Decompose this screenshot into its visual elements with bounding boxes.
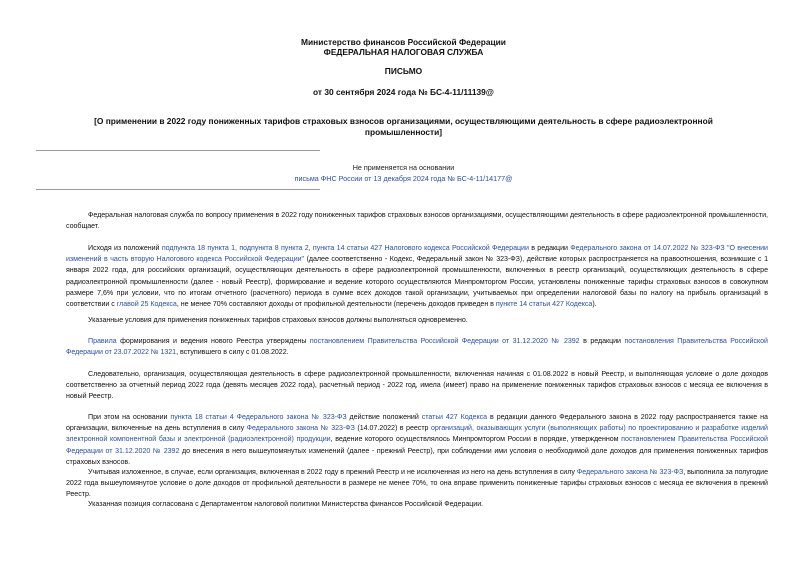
document-date-number: от 30 сентября 2024 года № БС-4-11/11139@ [313,87,494,97]
service-name: ФЕДЕРАЛЬНАЯ НАЛОГОВАЯ СЛУЖБА [323,47,484,57]
paragraph-1: Федеральная налоговая служба по вопросу применения в 2022 году пониженных тарифов страховых взносов организациями, осуществляющими деятельность в сфере радиоэлектронной промышленности, сообщает. [66,211,768,231]
separator-top [36,150,320,151]
link-article-427-p14[interactable]: пункте 14 статьи 427 Кодекса [495,300,593,309]
ministry-name: Министерство финансов Российской Федерации [301,37,506,47]
link-decree-2392[interactable]: постановлением Правительства Российской Федерации от 31.12.2020 № 2392 [309,337,580,345]
link-rules[interactable]: Правила [88,337,117,345]
link-federal-law-323-b[interactable]: Федерального закона № 323-ФЗ [246,424,355,433]
link-decree-1321[interactable]: постановления Правительства Российской Федерации от 23.07.2022 № 1321 [66,337,768,357]
paragraph-8: Указанная позиция согласована с Департаментом налоговой политики Министерства финансов Российской Федерации. [88,500,484,508]
link-registry-organizations[interactable]: организаций, оказывающих услуги (выполняющих работы) по проектированию и разработке изделий электронной компонентной базы и электронной (радиоэлектронной) продукции [66,424,768,444]
link-article-427[interactable]: статьи 427 Кодекса [421,413,488,421]
document-type: ПИСЬМО [384,66,423,76]
link-nk-articles[interactable]: подпункта 18 пункта 1, подпункта 8 пункта 2, пункта 14 статьи 427 Налогового кодекса Российской Федерации [161,244,529,252]
paragraph-6: При этом на основании пункта 18 статьи 4 Федерального закона № 323-ФЗ действие положений статьи 427 Кодекса в редакции данного Федерального закона в 2022 году распространяется также на организации, включенные на день вступления в силу Федерального закона № 323-ФЗ (14.07.2022) в реестр организаций, оказывающих услуги (выполняющих работы) по проектированию и разработке изделий электронной компонентной базы и электронной (радиоэлектронной) продукции, ведение которого осуществлялось Минпромторгом России в порядке, утвержденном постановлением Правительства Российской Федерации от 31.12.2020 № 2392 до внесения в него вышеупомянутых изменений (далее - прежний Реестр), при соблюдении ими условия о необходимой доле доходов для применения пониженных тарифов страховых взносов. [66,413,768,466]
status-note-text: Не применяется на основании [352,163,455,172]
separator-bottom [36,189,320,190]
link-federal-law-323-c[interactable]: Федерального закона № 323-ФЗ [576,468,684,476]
paragraph-5: Следовательно, организация, осуществляющая деятельность в сфере радиоэлектронной промышленности, включенная начиная с 01.08.2022 в новый Реестр, и выполняющая условие о доле доходов соответственно за отчетный период 2022 года (девять месяцев 2022 года), расчетный период - 2022 год, имела (имеет) право на применение пониженных тарифов страховых взносов с месяца ее включения в новый Реестр. [66,370,768,401]
link-chapter-25[interactable]: главой 25 Кодекса [116,300,177,309]
paragraph-4: Правила формирования и ведения нового Реестра утверждены постановлением Правительства Российской Федерации от 31.12.2020 № 2392 в редакции постановления Правительства Российской Федерации от 23.07.2022 № 1321, вступившего в силу с 01.08.2022. [66,337,768,357]
paragraph-7: Учитывая изложенное, в случае, если организация, включенная в 2022 году в прежний Реестр и не исключенная из него на день вступления в силу Федерального закона № 323-ФЗ, выполнила за полугодие 2022 года вышеупомянутое условие о доле доходов от профильной деятельности в размере не менее 70%, то она вправе применить пониженные тарифы страховых взносов с месяца ее включения в прежний Реестр. [66,468,769,499]
status-note-link-line [0,174,807,184]
document-title-line-2: промышленности] [364,127,443,137]
link-law-323-article-4[interactable]: пункта 18 статьи 4 Федерального закона № 323-ФЗ [170,413,347,421]
link-federal-law-323[interactable]: Федерального закона от 14.07.2022 № 323-ФЗ "О внесении изменений в часть вторую Налогового кодекса Российской Федерации" [66,244,768,264]
paragraph-3: Указанные условия для применения пониженных тарифов страховых взносов должны выполняться одновременно. [88,316,468,324]
paragraph-2: Исходя из положений подпункта 18 пункта 1, подпункта 8 пункта 2, пункта 14 статьи 427 Налогового кодекса Российской Федерации в редакции Федерального закона от 14.07.2022 № 323-ФЗ "О внесении изменений в часть вторую Налогового кодекса Российской Федерации" (далее соответственно - Кодекс, Федеральный закон № 323-ФЗ), действие которых распространяется на правоотношения, возникшие с 1 января 2022 года, для российских организаций, осуществляющих деятельность в сфере радиоэлектронной промышленности, включенных в реестр организаций, осуществляющих деятельность в сфере радиоэлектронной промышленности (далее - новый Реестр), формирование и ведение которого осуществляются Минпромторгом России, установлены пониженные тарифы страховых взносов в совокупном размере 7,6% при условии, что по итогам отчетного (расчетного) периода в сумме всех доходов такой организации, учитываемых при определении налоговой базы по налогу на прибыль организаций в соответствии с главой 25 Кодекса, не менее 70% составляют доходы от профильной деятельности (перечень доходов приведен в пункте 14 статьи 427 Кодекса). [66,244,768,309]
status-note-link[interactable]: письма ФНС России от 13 декабря 2024 года № БС-4-11/14177@ [294,174,513,183]
link-decree-2392-b[interactable]: постановлением Правительства Российской Федерации от 31.12.2020 № 2392 [66,435,768,455]
document-title-line-1: [О применении в 2022 году пониженных тарифов страховых взносов организациями, осуществляющими деятельность в сфере радиоэлектронной [94,116,713,126]
